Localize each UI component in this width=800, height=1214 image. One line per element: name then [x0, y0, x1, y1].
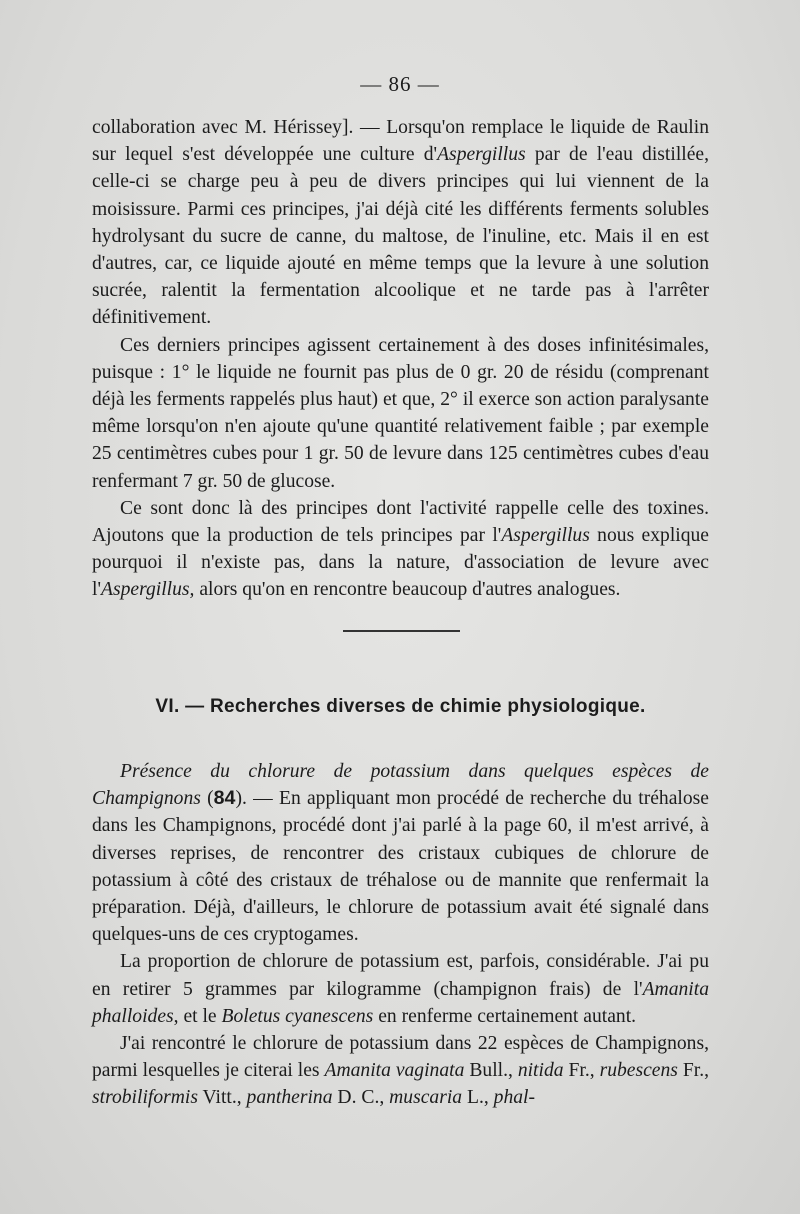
- page-number: — 86 —: [360, 72, 440, 96]
- text-run: en renferme certainement autant.: [373, 1005, 637, 1027]
- italic-term: Aspergillus: [501, 525, 590, 547]
- text-run: J'ai rencontré le chlorure de potassium dans 22 espèces de Champignons, parmi lesquelles je citerai les: [92, 1033, 709, 1082]
- text-run: Ce sont donc là des principes dont l'activité rappelle celle des toxines. Ajoutons que la production de tels principes par l': [92, 497, 709, 547]
- text-run: Fr.,: [563, 1060, 600, 1082]
- italic-term: rubescens: [599, 1060, 678, 1082]
- italic-term: muscaria: [389, 1087, 463, 1109]
- italic-term: phal-: [493, 1087, 536, 1109]
- section-divider: [343, 630, 460, 632]
- paragraph: [92, 948, 709, 1030]
- text-run: nous explique pourquoi il n'existe pas, dans la nature, d'association de levure avec l': [92, 525, 709, 601]
- text-run: par de l'eau distillée, celle-ci se charge peu à peu de divers principes qui lui viennent de la moisissure. Parmi ces principes, j'ai déjà cité les différents ferments solubles hydrolysant du sucre de canne, du maltose, de l'inuline, etc. Mais il en est d'autres, car, ce liquide ajouté en même temps que la levure à une solution sucrée, ralentit la fermentation alcoolique et ne tarde pas à l'arrêter définitivement.: [92, 144, 709, 329]
- text-run: (: [200, 788, 214, 810]
- italic-term: strobiliformis: [92, 1087, 198, 1109]
- text-run: , et le: [173, 1005, 222, 1027]
- text-run: Vitt.,: [197, 1087, 247, 1109]
- text-run: ). — En appliquant mon procédé de recherche du tréhalose dans les Champignons, procédé dont j'ai parlé à la page 60, il m'est arrivé, à diverses reprises, de rencontrer des cristaux cubiques de chlorure de potassium à côté des cristaux de tréhalose ou de mannite que renfermait la préparation. Déjà, d'ailleurs, le chlorure de potassium avait été signalé dans quelques-uns de ces cryptogames.: [92, 788, 709, 946]
- text-run: Bull.,: [464, 1060, 518, 1082]
- text-block-upper: [92, 114, 709, 604]
- italic-term: Aspergillus: [437, 144, 526, 166]
- text-run: L.,: [462, 1087, 494, 1109]
- italic-term: nitida: [517, 1060, 564, 1082]
- paragraph: [92, 758, 709, 948]
- italic-term: Amanita vaginata: [324, 1060, 465, 1082]
- italic-term: Amanita phalloides: [92, 978, 709, 1027]
- text-run: Fr.,: [677, 1060, 709, 1082]
- text-run: Ces derniers principes agissent certainement à des doses infinitésimales, puisque : 1° le liquide ne fournit pas plus de 0 gr. 20 de résidu (comprenant déjà les ferments rappelés plus haut) et que, 2° il exerce son action paralysante même lorsqu'on n'en ajoute qu'une quantité relativement faible ; par exemple 25 centimètres cubes pour 1 gr. 50 de levure dans 125 centimètres cubes d'eau renfermant 7 gr. 50 de glucose.: [92, 334, 709, 492]
- text-run: D. C.,: [332, 1087, 390, 1109]
- reference-number: 84: [213, 787, 236, 810]
- italic-term: Boletus cyanescens: [221, 1005, 374, 1027]
- paragraph: [92, 1030, 709, 1112]
- italic-term: Aspergillus,: [100, 579, 195, 601]
- paragraph: [92, 332, 709, 495]
- paragraph: [92, 114, 709, 332]
- paragraph: [92, 495, 709, 604]
- section-heading: VI. — Recherches diverses de chimie physiologique.: [155, 696, 646, 717]
- italic-subheading: Présence du chlorure de potassium dans quelques espèces de Champignons: [92, 761, 709, 810]
- text-run: alors qu'on en rencontre beaucoup d'autres analogues.: [194, 579, 621, 601]
- italic-term: pantherina: [246, 1087, 333, 1109]
- text-run: collaboration avec M. Hérissey]. — Lorsqu'on remplace le liquide de Raulin sur lequel s'est développée une culture d': [92, 117, 709, 166]
- text-run: La proportion de chlorure de potassium est, parfois, considérable. J'ai pu en retirer 5 grammes par kilogramme (champignon frais) de l': [92, 951, 709, 1000]
- text-block-lower: [92, 758, 709, 1112]
